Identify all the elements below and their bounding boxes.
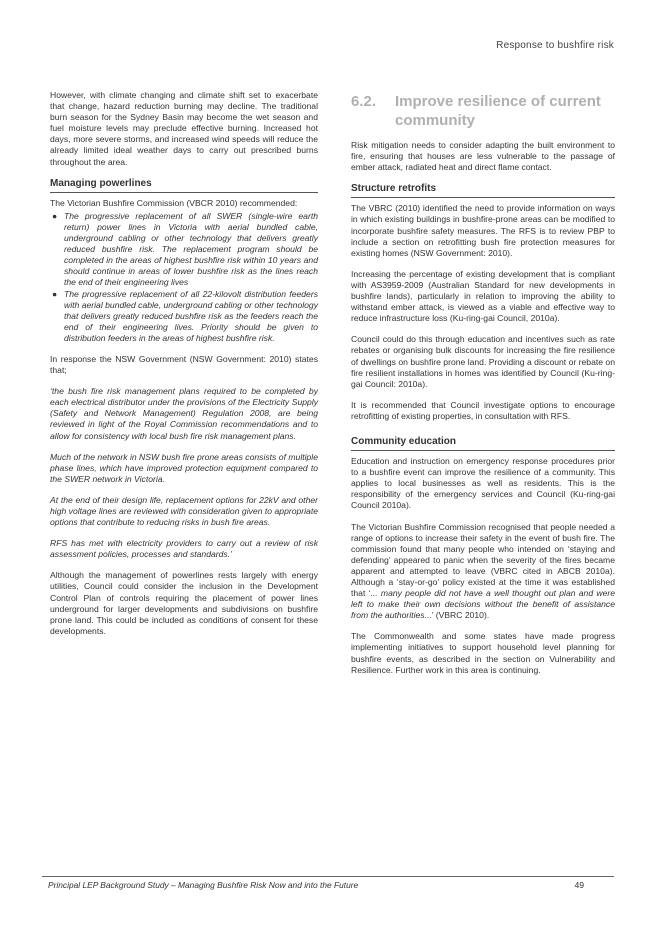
retrofits-paragraph: Council could do this through education and incentives such as rate rebates or organising bulk discounts for increasing the fire resilience of dwellings on bushfire prone land. Providing a discount or rebate on fire resilient installations in homes was identified by Council (Ku-ring-gai Council: 2010a). [351, 334, 615, 389]
quote-paragraph: Much of the network in NSW bush fire prone areas consists of multiple phase lines, which have improved protection equipment compared to the SWER network in Victoria. [50, 451, 318, 484]
education-quote: ... many people did not have a well thought out plan and were left to make their own decisions without the benefit of assistance from the authorities... [351, 588, 615, 621]
right-column [351, 90, 615, 686]
list-item: ● The progressive replacement of all 22-kilovolt distribution feeders with aerial bundled cable, underground cabling or other technology that delivers greatly reduced bushfire risk as the feeders reach the end of their engineering lives. Priority should be given to distribution feeders in the areas of highest bushfire risk. [52, 288, 318, 343]
section-title [351, 92, 615, 130]
footer-divider [42, 876, 614, 877]
vbcr-intro: The Victorian Bushfire Commission (VBCR 2010) recommended: [50, 197, 298, 208]
bullet-icon: ● [52, 288, 58, 299]
intro-paragraph: However, with climate changing and climate shift set to exacerbate that change, hazard reduction burning may decline. The traditional burn season for the Sydney Basin may become the wet season and fuel moisture levels may preclude effective burning. Increased hot days, more severe storms, and increased wind speeds will reduce the already limited ideal weather days to carry out prescribed burns throughout the area. [50, 90, 318, 167]
education-heading: Community education [351, 436, 615, 451]
left-column [50, 90, 318, 647]
retrofits-paragraph: The VBRC (2010) identified the need to provide information on ways in which existing buildings in bushfire-prone areas can be modified to incorporate bushfire safety measures. The RFS is to review PBP to include a section on retrofitting bush fire protection measures for existing homes (NSW Government: 2010). [351, 203, 615, 258]
quote-paragraph: At the end of their design life, replacement options for 22kV and other high voltage lines are reviewed with consideration given to appropriate options that contribute to reducing risks in bush fire areas. [50, 494, 318, 528]
retrofits-paragraph: Increasing the percentage of existing development that is compliant with AS3959-2009 (Australian Standard for new developments in bushfire lands), particularly in relation to improving the ability to withstand ember attack, is viewed as a viable and effective way to reduce infrastructure loss (Ku-ring-gai Council, 2010a). [351, 268, 615, 324]
list-item: ● The progressive replacement of all SWER (single-wire earth return) power lines in Victoria with aerial bundled cable, underground cabling or other technology that delivers greatly reduced bushfire risk. The replacement program should be completed in the areas of highest bushfire risk within 10 years and should continue in areas of lower bushfire risk as the lines reach the end of their engineering lives [52, 210, 318, 288]
running-header: Response to bushfire risk [496, 40, 614, 51]
quote-paragraph: RFS has met with electricity providers to carry out a review of risk assessment policies, processes and standards.’ [50, 538, 318, 560]
closing-paragraph: Although the management of powerlines rests largely with energy utilities, Council could consider the inclusion in the Development Control Plan of controls requiring the placement of power lines underground for larger developments and subdivisions on bushfire prone land. This could be included as conditions of consent for these developments. [50, 570, 318, 636]
retrofits-paragraph: It is recommended that Council investigate options to encourage retrofitting of existing properties, in consultation with RFS. [351, 399, 615, 421]
nsw-response: In response the NSW Government (NSW Government: 2010) states that; [50, 353, 318, 376]
bullet-icon: ● [52, 210, 58, 221]
footer-title: Principal LEP Background Study – Managing Bushfire Risk Now and into the Future [48, 880, 359, 890]
quote-paragraph: ‘the bush fire risk management plans required to be completed by each electrical distributor under the provisions of the Electricity Supply (Safety and Network Management) Regulation 2008, are being reviewed in light of the Royal Commission recommendations and to allow for consistency with local bush fire risk management plans. [50, 386, 318, 441]
retrofits-heading: Structure retrofits [351, 183, 615, 198]
section-intro: Risk mitigation needs to consider adapting the built environment to fire, ensuring that houses are less vulnerable to the passage of ember attack, radiated heat and direct flame contact. [351, 140, 615, 173]
education-paragraph: Education and instruction on emergency response procedures prior to a bushfire event can improve the resilience of a community. This applies to local businesses as well as residents. This is the responsibility of the emergency services and Council (Ku-ring-gai Council 2010a). [351, 456, 615, 511]
education-paragraph: The Victorian Bushfire Commission recognised that people needed a range of options to increase their safety in the event of bush fire. The commission found that many people who intended on ‘staying and defending’ appeared to panic when the severity of the fires became apparent and attempted to leave (VBRC cited in ABCB 2010a). Although a ‘stay-or-go’ policy existed at the time it was established that ‘... many people did not have a well thought out plan and were left to make their own decisions without the benefit of assistance from the authorities...’ (VBRC 2010). [351, 521, 615, 621]
education-paragraph: The Commonwealth and some states have made progress implementing initiatives to support household level planning for bushfire events, as described in the section on Vulnerability and Resilience. Further work in this area is continuing. [351, 631, 615, 675]
section-title-text: Improve resilience of current community [395, 93, 601, 129]
powerlines-heading: Managing powerlines [50, 178, 318, 193]
section-number: 6.2. [351, 93, 377, 110]
recommendation-list [50, 211, 318, 344]
page-number: 49 [574, 880, 584, 890]
